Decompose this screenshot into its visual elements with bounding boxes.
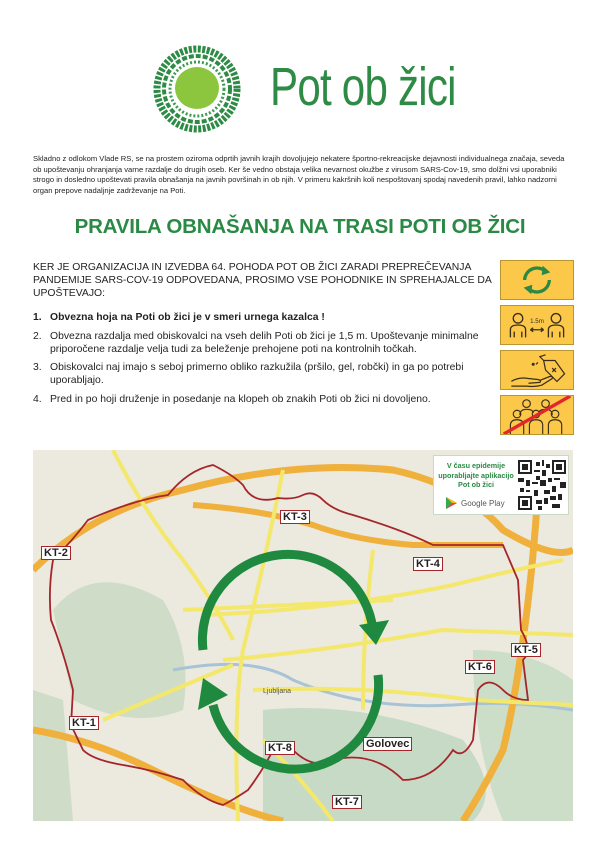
distance-label: 1.5m bbox=[530, 318, 544, 326]
rule-number: 3. bbox=[33, 362, 42, 374]
checkpoint-kt-8[interactable]: KT-8 bbox=[265, 741, 295, 755]
checkpoint-kt-5[interactable]: KT-5 bbox=[511, 643, 541, 657]
city-label: Ljubljana bbox=[263, 688, 292, 695]
rule-text: Obiskovalci naj imajo s seboj primerno obliko razkužila (pršilo, gel, robčki) in ga po potrebi uporabljajo. bbox=[50, 362, 464, 387]
rule-icons bbox=[500, 260, 574, 440]
social-distance-icon bbox=[500, 305, 574, 345]
checkpoint-kt-2[interactable]: KT-2 bbox=[41, 546, 71, 560]
rule-text: Obvezna razdalja med obiskovalci na vseh delih Poti ob žici je 1,5 m. Upoštevanje minimalne priporočene razdalje velja tudi za beleženje prehojene poti na kontrolnih točkah. bbox=[50, 330, 479, 355]
rule-item bbox=[33, 362, 493, 388]
google-play-icon bbox=[446, 497, 457, 509]
green-circle-logo-icon bbox=[148, 44, 246, 134]
rule-number: 2. bbox=[33, 330, 42, 342]
checkpoint-kt-6[interactable]: KT-6 bbox=[465, 660, 495, 674]
checkpoint-kt-7[interactable]: KT-7 bbox=[332, 795, 362, 809]
hand-sanitizer-icon bbox=[500, 350, 574, 390]
google-play-badge[interactable] bbox=[446, 497, 505, 509]
page-title: PRAVILA OBNAŠANJA NA TRASI POTI OB ŽICI bbox=[74, 215, 526, 238]
intro-paragraph: Skladno z odlokom Vlade RS, se na prostem oziroma odprtih javnih krajih dovoljujejo nekatere športno-rekreacijske dejavnosti individualnega značaja, seveda ob upoštevanju ohranjanja varne razdalje do drugih oseb. Ker še vedno obstaja velika nevarnost okužbe z virusom SARS-Cov-19, smo dolžni vsi uporabniki strogo in dosledno upoštevati pravila obnašanja na javnih površinah in ob njih. V primeru kakršnih koli nespoštovanj spodaj navedenih pravil, lahko nadzorni organ prepove nadaljnje zadrževanje na Poti. bbox=[33, 154, 565, 195]
clockwise-arrows-icon bbox=[500, 260, 574, 300]
rule-item bbox=[33, 394, 493, 407]
qr-code-icon[interactable] bbox=[518, 460, 566, 510]
checkpoint-kt-4[interactable]: KT-4 bbox=[413, 557, 443, 571]
forest-area bbox=[473, 650, 573, 821]
golovec-forest-area bbox=[263, 708, 486, 821]
rule-number: 1. bbox=[33, 312, 42, 323]
checkpoint-golovec[interactable]: Golovec bbox=[363, 737, 412, 751]
checkpoint-kt-3[interactable]: KT-3 bbox=[280, 510, 310, 524]
rule-text: Pred in po hoji druženje in posedanje na klopeh ob znakih Poti ob žici ni dovoljeno. bbox=[50, 393, 431, 405]
rules-list bbox=[33, 312, 493, 413]
lead-paragraph: KER JE ORGANIZACIJA IN IZVEDBA 64. POHODA POT OB ŽICI ZARADI PREPREČEVANJA PANDEMIJE SARS-COV-19 ODPOVEDANA, PROSIMO VSE POHODNIKE IN SPREHAJALCE DA UPOŠTEVAJO: bbox=[33, 262, 492, 299]
rule-item bbox=[33, 331, 493, 357]
logo bbox=[148, 44, 458, 134]
rule-item bbox=[33, 312, 493, 325]
app-promo-text: V času epidemije uporabljajte aplikacijo Pot ob žici bbox=[438, 461, 514, 490]
google-play-label: Google Play bbox=[461, 498, 505, 508]
forest-area bbox=[33, 690, 73, 821]
rule-number: 4. bbox=[33, 393, 42, 405]
logo-text: Pot ob žici bbox=[270, 57, 456, 117]
checkpoint-kt-1[interactable]: KT-1 bbox=[69, 716, 99, 730]
app-promo-box[interactable] bbox=[433, 455, 569, 515]
no-gatherings-icon bbox=[500, 395, 574, 435]
rule-text: Obvezna hoja na Poti ob žici je v smeri urnega kazalca ! bbox=[50, 312, 325, 323]
